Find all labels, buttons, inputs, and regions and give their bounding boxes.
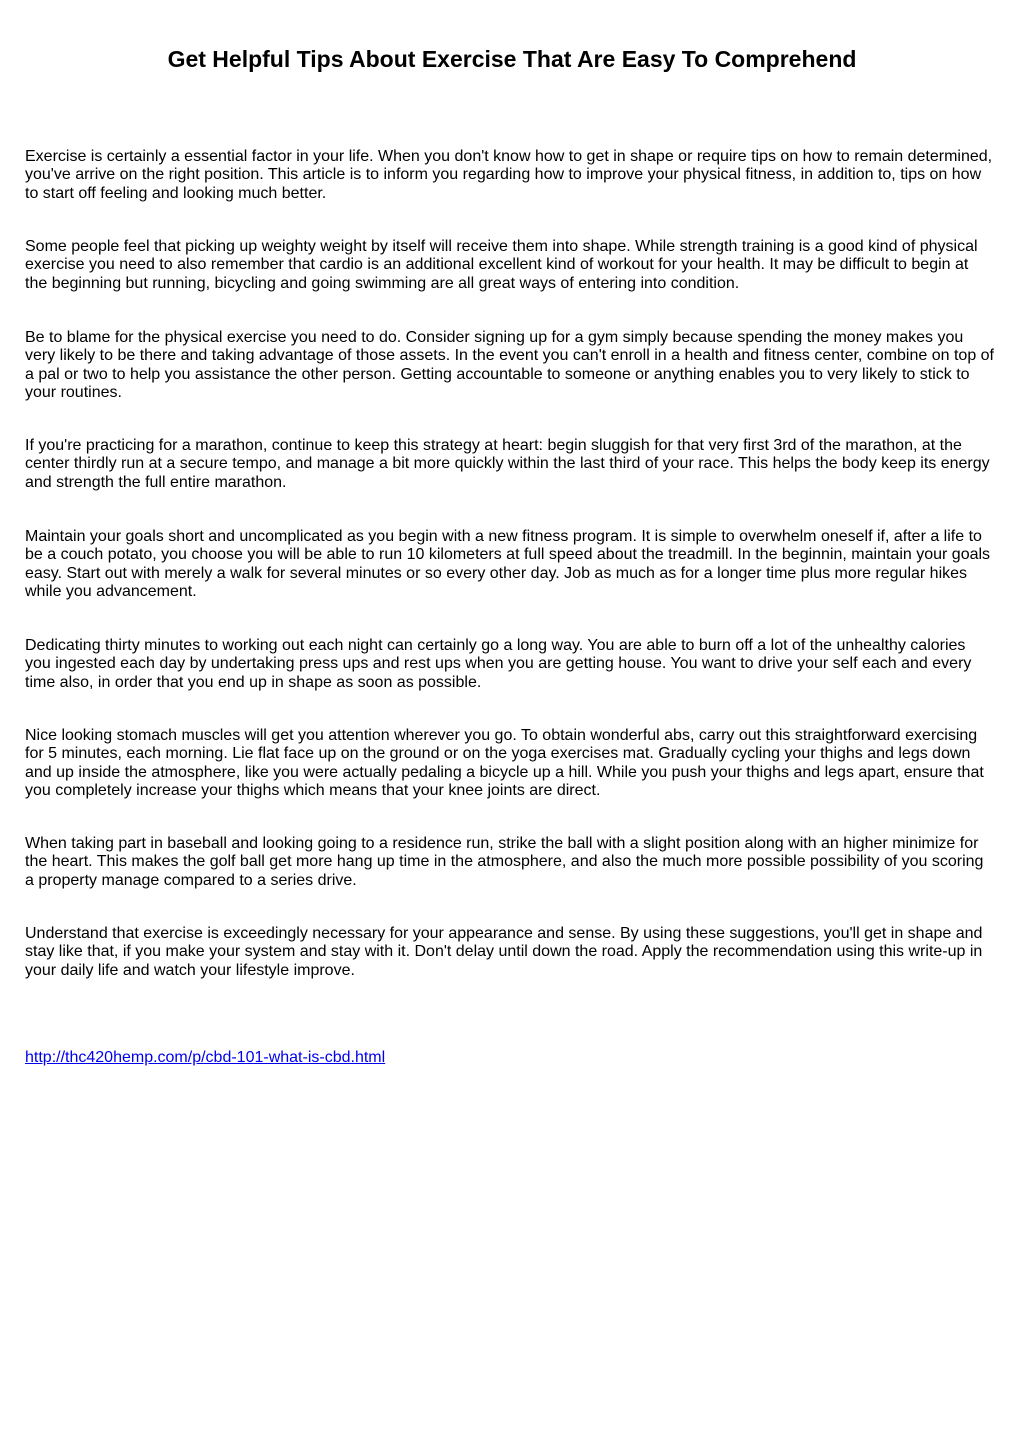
paragraph-6: Dedicating thirty minutes to working out each night can certainly go a long way. You are able to burn off a lot of the unhealthy calories you ingested each day by undertaking press ups and rest ups when you are getting house. You want to drive your self each and every time also, in order that you end up in shape as soon as possible. [25, 637, 972, 691]
paragraph-5: Maintain your goals short and uncomplicated as you begin with a new fitness program. It is simple to overwhelm oneself if, after a life to be a couch potato, you choose you will be able to run 10 kilometers at full speed about the treadmill. In the beginnin, maintain your goals easy. Start out with merely a walk for several minutes or so every other day. Job as much as for a longer time plus more regular hikes while you advancement. [25, 528, 991, 601]
paragraph-8: When taking part in baseball and looking going to a residence run, strike the ball with a slight position along with an higher minimize for the heart. This makes the golf ball get more hang up time in the atmosphere, and also the much more possible possibility of you scoring a property manage compared to a series drive. [25, 835, 984, 889]
paragraph-9: Understand that exercise is exceedingly necessary for your appearance and sense. By using these suggestions, you'll get in shape and stay like that, if you make your system and stay with it. Don't delay until down the road. Apply the recommendation using this write-up in your daily life and watch your lifestyle improve. [25, 925, 983, 979]
paragraph-4: If you're practicing for a marathon, continue to keep this strategy at heart: begin sluggish for that very first 3rd of the marathon, at the center thirdly run at a secure tempo, and manage a bit more quickly within the last third of your race. This helps the body keep its energy and strength the full entire marathon. [25, 437, 990, 491]
source-link[interactable]: http://thc420hemp.com/p/cbd-101-what-is-cbd.html [25, 1049, 386, 1066]
paragraph-3: Be to blame for the physical exercise you need to do. Consider signing up for a gym simply because spending the money makes you very likely to be there and taking advantage of those assets. In the event you can't enroll in a health and fitness center, combine on top of a pal or two to help you assistance the other person. Getting accountable to someone or anything enables you to very likely to stick to your routines. [25, 329, 994, 402]
paragraph-7: Nice looking stomach muscles will get you attention wherever you go. To obtain wonderful abs, carry out this straightforward exercising for 5 minutes, each morning. Lie flat face up on the ground or on the yoga exercises mat. Gradually cycling your thighs and legs down and up inside the atmosphere, like you were actually pedaling a bicycle up a hill. While you push your thighs and legs apart, ensure that you completely increase your thighs which means that your knee joints are direct. [25, 727, 984, 800]
paragraph-2: Some people feel that picking up weighty weight by itself will receive them into shape. While strength training is a good kind of physical exercise you need to also remember that cardio is an additional excellent kind of workout for your health. It may be difficult to begin at the beginning but running, bicycling and going swimming are all great ways of entering into condition. [25, 238, 978, 292]
page-title: Get Helpful Tips About Exercise That Are Easy To Comprehend [167, 46, 857, 72]
paragraph-1: Exercise is certainly a essential factor in your life. When you don't know how to get in shape or require tips on how to remain determined, you've arrive on the right position. This article is to inform you regarding how to improve your physical fitness, in addition to, tips on how to start off feeling and looking much better. [25, 148, 993, 202]
